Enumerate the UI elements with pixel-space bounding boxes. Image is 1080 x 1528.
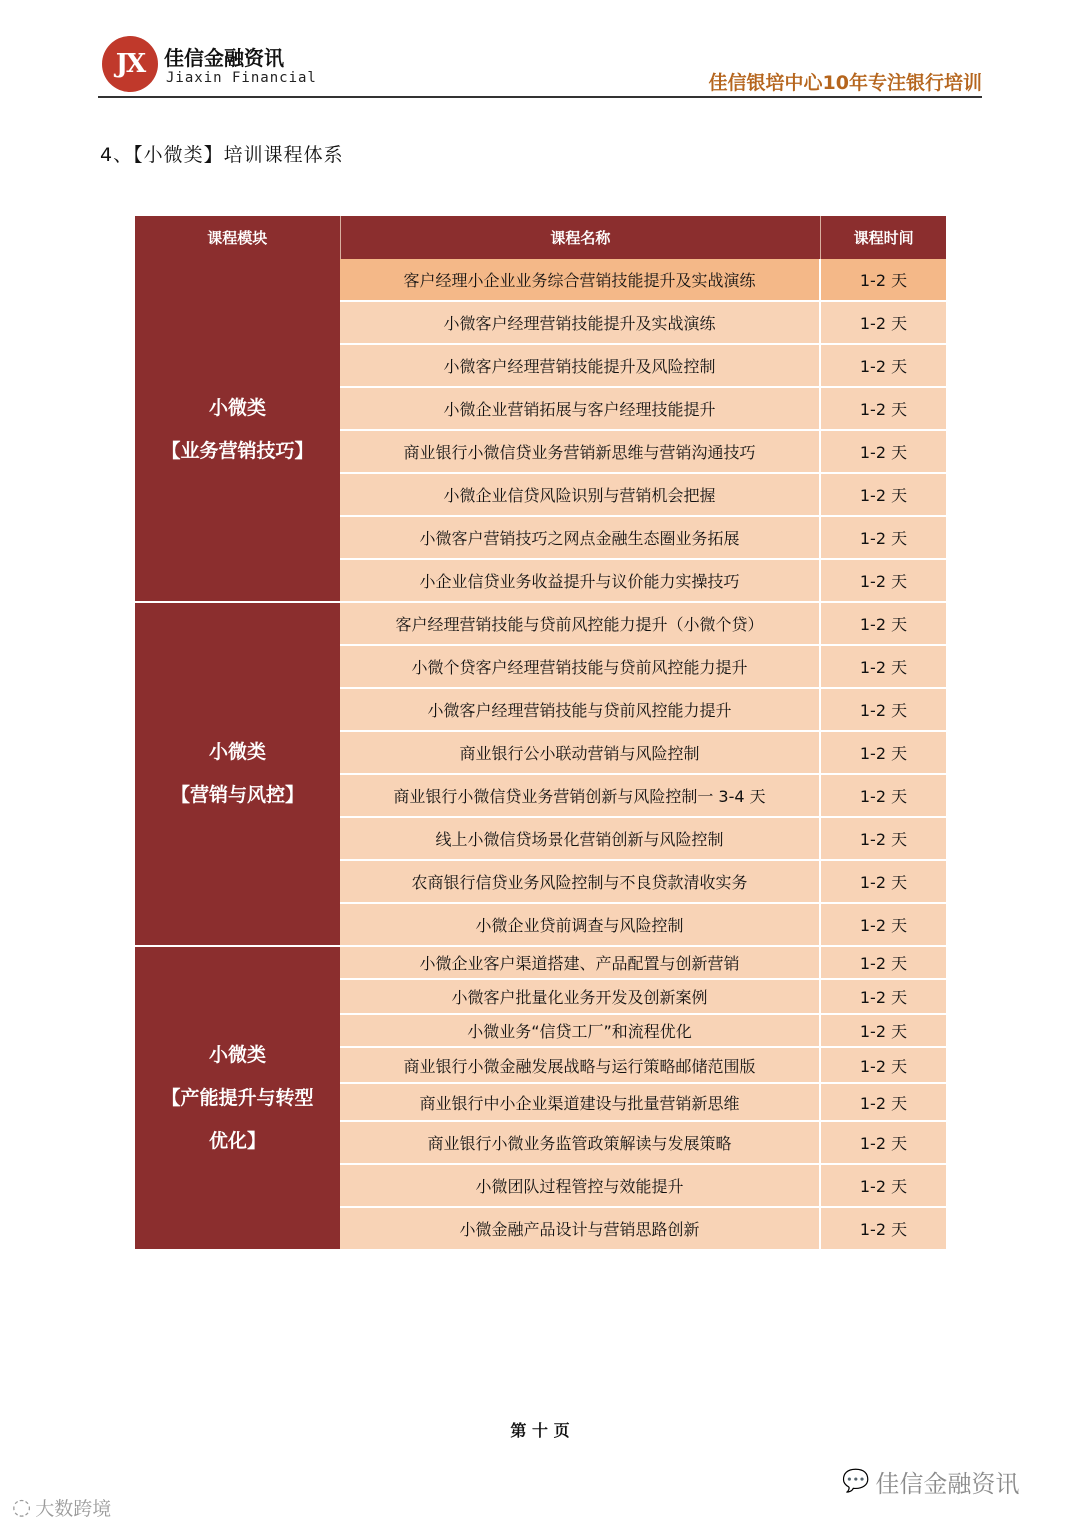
page-number: 第 十 页 bbox=[510, 1421, 570, 1440]
table-row bbox=[340, 302, 946, 345]
course-time-cell: 1-2 天 bbox=[859, 1220, 908, 1239]
wechat-icon: 💬 bbox=[842, 1469, 870, 1494]
header-course-name: 课程名称 bbox=[341, 216, 822, 259]
header-tagline: 佳信银培中心10年专注银行培训 bbox=[708, 72, 982, 94]
course-name-cell: 商业银行小微业务监管政策解读与发展策略 bbox=[340, 1122, 821, 1163]
course-name-cell: 农商银行信贷业务风险控制与不良贷款清收实务 bbox=[340, 861, 821, 902]
course-time-cell: 1-2 天 bbox=[859, 954, 908, 973]
course-name-cell: 商业银行小微信贷业务营销创新与风险控制一 3-4 天 bbox=[340, 775, 821, 816]
logo-english-name: Jiaxin Financial bbox=[166, 70, 317, 86]
module-label-line: 【产能提升与转型 bbox=[161, 1086, 314, 1109]
course-time-cell: 1-2 天 bbox=[859, 615, 908, 634]
course-time-cell: 1-2 天 bbox=[859, 1177, 908, 1196]
course-time-cell: 1-2 天 bbox=[859, 314, 908, 333]
course-time-cell: 1-2 天 bbox=[859, 873, 908, 892]
table-row bbox=[340, 560, 946, 603]
course-time-cell: 1-2 天 bbox=[859, 443, 908, 462]
module-label-line: 【营销与风控】 bbox=[170, 784, 304, 806]
table-row bbox=[340, 1165, 946, 1208]
watermark-wechat bbox=[842, 1464, 1019, 1499]
course-name-cell: 小微客户经理营销技能提升及风险控制 bbox=[340, 345, 821, 386]
course-table bbox=[135, 216, 946, 1251]
course-name-cell: 小企业信贷业务收益提升与议价能力实操技巧 bbox=[340, 560, 821, 601]
jx-logo-icon: JX bbox=[102, 36, 158, 92]
section-title: 4、【小微类】培训课程体系 bbox=[100, 144, 344, 166]
course-time-cell: 1-2 天 bbox=[859, 1134, 908, 1153]
course-name-cell: 小微金融产品设计与营销思路创新 bbox=[340, 1208, 821, 1249]
course-name-cell: 小微业务“信贷工厂”和流程优化 bbox=[340, 1015, 821, 1046]
course-time-cell: 1-2 天 bbox=[859, 572, 908, 591]
course-time-cell: 1-2 天 bbox=[859, 701, 908, 720]
header-divider bbox=[98, 96, 982, 98]
module-label-line: 小微类 bbox=[208, 741, 266, 763]
module-rows bbox=[340, 947, 946, 1251]
course-name-cell: 小微客户批量化业务开发及创新案例 bbox=[340, 980, 821, 1013]
table-row bbox=[340, 775, 946, 818]
table-row bbox=[340, 388, 946, 431]
course-time-cell: 1-2 天 bbox=[859, 529, 908, 548]
watermark-left-text: 大数跨境 bbox=[35, 1498, 112, 1520]
course-name-cell: 小微企业信贷风险识别与营销机会把握 bbox=[340, 474, 821, 515]
logo-name: 佳信金融资讯 bbox=[164, 46, 284, 70]
watermark-right-text: 佳信金融资讯 bbox=[875, 1470, 1020, 1498]
table-row bbox=[340, 732, 946, 775]
table-row bbox=[340, 1015, 946, 1048]
course-name-cell: 线上小微信贷场景化营销创新与风险控制 bbox=[340, 818, 821, 859]
course-time-cell: 1-2 天 bbox=[859, 916, 908, 935]
watermark-corner bbox=[12, 1494, 111, 1521]
module-label bbox=[135, 947, 340, 1251]
table-row bbox=[340, 947, 946, 980]
module-rows bbox=[340, 259, 946, 603]
course-time-cell: 1-2 天 bbox=[859, 1093, 908, 1113]
course-time-cell: 1-2 天 bbox=[859, 1056, 908, 1076]
course-time-cell: 1-2 天 bbox=[859, 787, 908, 806]
course-time-cell: 1-2 天 bbox=[859, 1022, 908, 1041]
table-row bbox=[340, 1122, 946, 1165]
course-time-cell: 1-2 天 bbox=[859, 486, 908, 505]
course-time-cell: 1-2 天 bbox=[859, 357, 908, 376]
course-name-cell: 商业银行小微金融发展战略与运行策略邮储范围版 bbox=[340, 1048, 821, 1082]
course-time-cell: 1-2 天 bbox=[859, 744, 908, 763]
table-header-row bbox=[135, 216, 946, 259]
course-group bbox=[135, 259, 946, 603]
course-name-cell: 小微客户经理营销技能与贷前风控能力提升 bbox=[340, 689, 821, 730]
table-row bbox=[340, 345, 946, 388]
table-row bbox=[340, 689, 946, 732]
table-row bbox=[340, 431, 946, 474]
course-name-cell: 小微客户经理营销技能提升及实战演练 bbox=[340, 302, 821, 343]
module-rows bbox=[340, 603, 946, 947]
table-row bbox=[340, 1208, 946, 1251]
course-name-cell: 小微团队过程管控与效能提升 bbox=[340, 1165, 821, 1206]
module-label bbox=[135, 259, 340, 603]
course-name-cell: 商业银行中小企业渠道建设与批量营销新思维 bbox=[340, 1084, 821, 1120]
course-name-cell: 小微客户营销技巧之网点金融生态圈业务拓展 bbox=[340, 517, 821, 558]
module-label-line: 小微类 bbox=[208, 397, 266, 419]
table-row bbox=[340, 474, 946, 517]
course-name-cell: 小微企业贷前调查与风险控制 bbox=[340, 904, 821, 945]
table-row bbox=[340, 603, 946, 646]
header-module: 课程模块 bbox=[135, 216, 341, 259]
table-row bbox=[340, 646, 946, 689]
table-row bbox=[340, 904, 946, 947]
table-row bbox=[340, 818, 946, 861]
course-time-cell: 1-2 天 bbox=[859, 658, 908, 677]
brand-icon: ◌ bbox=[12, 1495, 32, 1520]
table-row bbox=[340, 1048, 946, 1084]
course-name-cell: 客户经理营销技能与贷前风控能力提升（小微个贷） bbox=[340, 603, 821, 644]
table-row bbox=[340, 259, 946, 302]
course-name-cell: 商业银行公小联动营销与风险控制 bbox=[340, 732, 821, 773]
course-time-cell: 1-2 天 bbox=[859, 988, 908, 1007]
table-row bbox=[340, 861, 946, 904]
module-label-line: 小微类 bbox=[208, 1043, 266, 1066]
table-row bbox=[340, 1084, 946, 1122]
course-name-cell: 商业银行小微信贷业务营销新思维与营销沟通技巧 bbox=[340, 431, 821, 472]
course-group bbox=[135, 603, 946, 947]
course-time-cell: 1-2 天 bbox=[859, 830, 908, 849]
table-row bbox=[340, 517, 946, 560]
course-time-cell: 1-2 天 bbox=[859, 400, 908, 419]
table-body bbox=[135, 259, 946, 1251]
module-label-line: 优化】 bbox=[208, 1129, 266, 1152]
course-name-cell: 客户经理小企业业务综合营销技能提升及实战演练 bbox=[340, 259, 821, 300]
page-header bbox=[98, 28, 982, 98]
table-row bbox=[340, 980, 946, 1015]
course-name-cell: 小微个贷客户经理营销技能与贷前风控能力提升 bbox=[340, 646, 821, 687]
course-group bbox=[135, 947, 946, 1251]
course-name-cell: 小微企业客户渠道搭建、产品配置与创新营销 bbox=[340, 947, 821, 978]
course-time-cell: 1-2 天 bbox=[859, 271, 908, 290]
module-label-line: 【业务营销技巧】 bbox=[161, 440, 314, 462]
course-name-cell: 小微企业营销拓展与客户经理技能提升 bbox=[340, 388, 821, 429]
header-course-time: 课程时间 bbox=[853, 229, 914, 247]
module-label bbox=[135, 603, 340, 947]
